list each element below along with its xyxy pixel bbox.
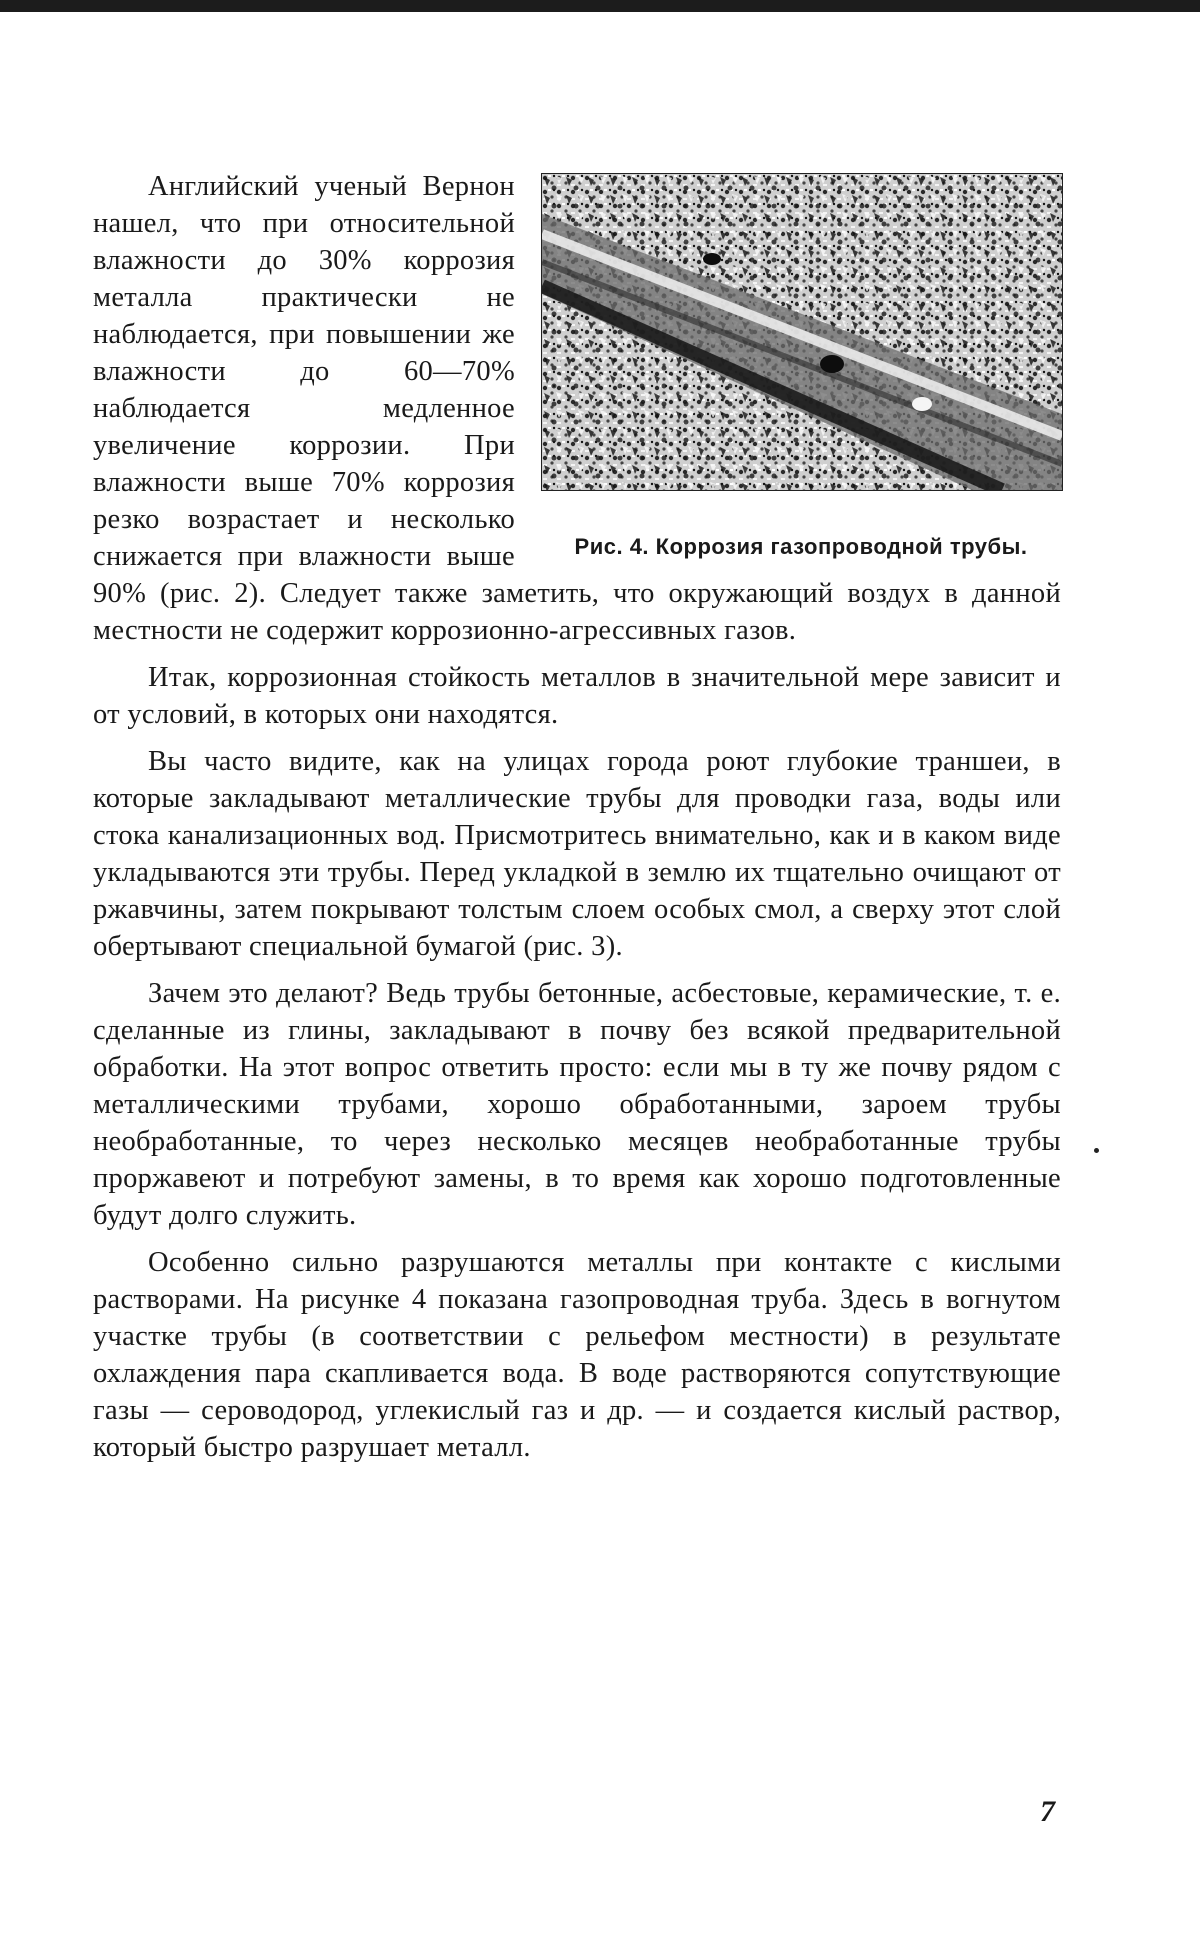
scan-top-edge — [0, 0, 1200, 12]
paragraph-4: Зачем это делают? Ведь трубы бетонные, асбестовые, керамические, т. е. сделанные из глины, закладывают в почву без всякой предварительной обработки. На этот вопрос ответить просто: если мы в ту же почву рядом с металлическими трубами, хорошо обработанными, зароем трубы необработанные, то через несколько месяцев необработанные трубы проржавеют и потребуют замены, в то время как хорошо подготовленные будут долго служить. — [93, 978, 1061, 1231]
corroded-pipe-photo — [541, 173, 1063, 491]
paragraph-2: Итак, коррозионная стойкость металлов в значительной мере зависит и от условий, в которых они находятся. — [93, 662, 1061, 730]
page-body — [93, 168, 1061, 1466]
paragraph-3: Вы часто видите, как на улицах города роют глубокие траншеи, в которые закладывают металлические трубы для проводки газа, воды или стока канализационных вод. Присмотритесь внимательно, как и в каком виде укладываются эти трубы. Перед укладкой в землю их тщательно очищают от ржавчины, затем покрывают толстым слоем особых смол, а сверху этот слой обертывают специальной бумагой (рис. 3). — [93, 746, 1061, 962]
figure-caption: Рис. 4. Коррозия газопроводной трубы. — [574, 534, 1028, 559]
paragraph-5: Особенно сильно разрушаются металлы при контакте с кислыми растворами. На рисунке 4 показана газопроводная труба. Здесь в вогнутом участке трубы (в соответствии с рельефом местности) в результате охлаждения пара скапливается вода. В воде растворяются сопутствующие газы — сероводород, углекислый газ и др. — и создается кислый раствор, который быстро разрушает металл. — [93, 1247, 1061, 1463]
photo-image — [542, 174, 1062, 490]
margin-mark — [1094, 1148, 1099, 1153]
figure-4 — [541, 173, 1061, 561]
paragraph-1: Английский ученый Вернон нашел, что при относительной влажности до 30% коррозия металла практически не наблюдается, при повышении же влажности до 60—70% наблюдается медленное увеличение коррозии. При влажности выше 70% коррозия резко возрастает и несколько снижается при влажности выше 90% (рис. 2). Следует также заметить, что окружающий воздух в данной местности не содержит коррозионно-агрессивных газов. — [93, 171, 1061, 646]
page-number: 7 — [1040, 1795, 1055, 1828]
